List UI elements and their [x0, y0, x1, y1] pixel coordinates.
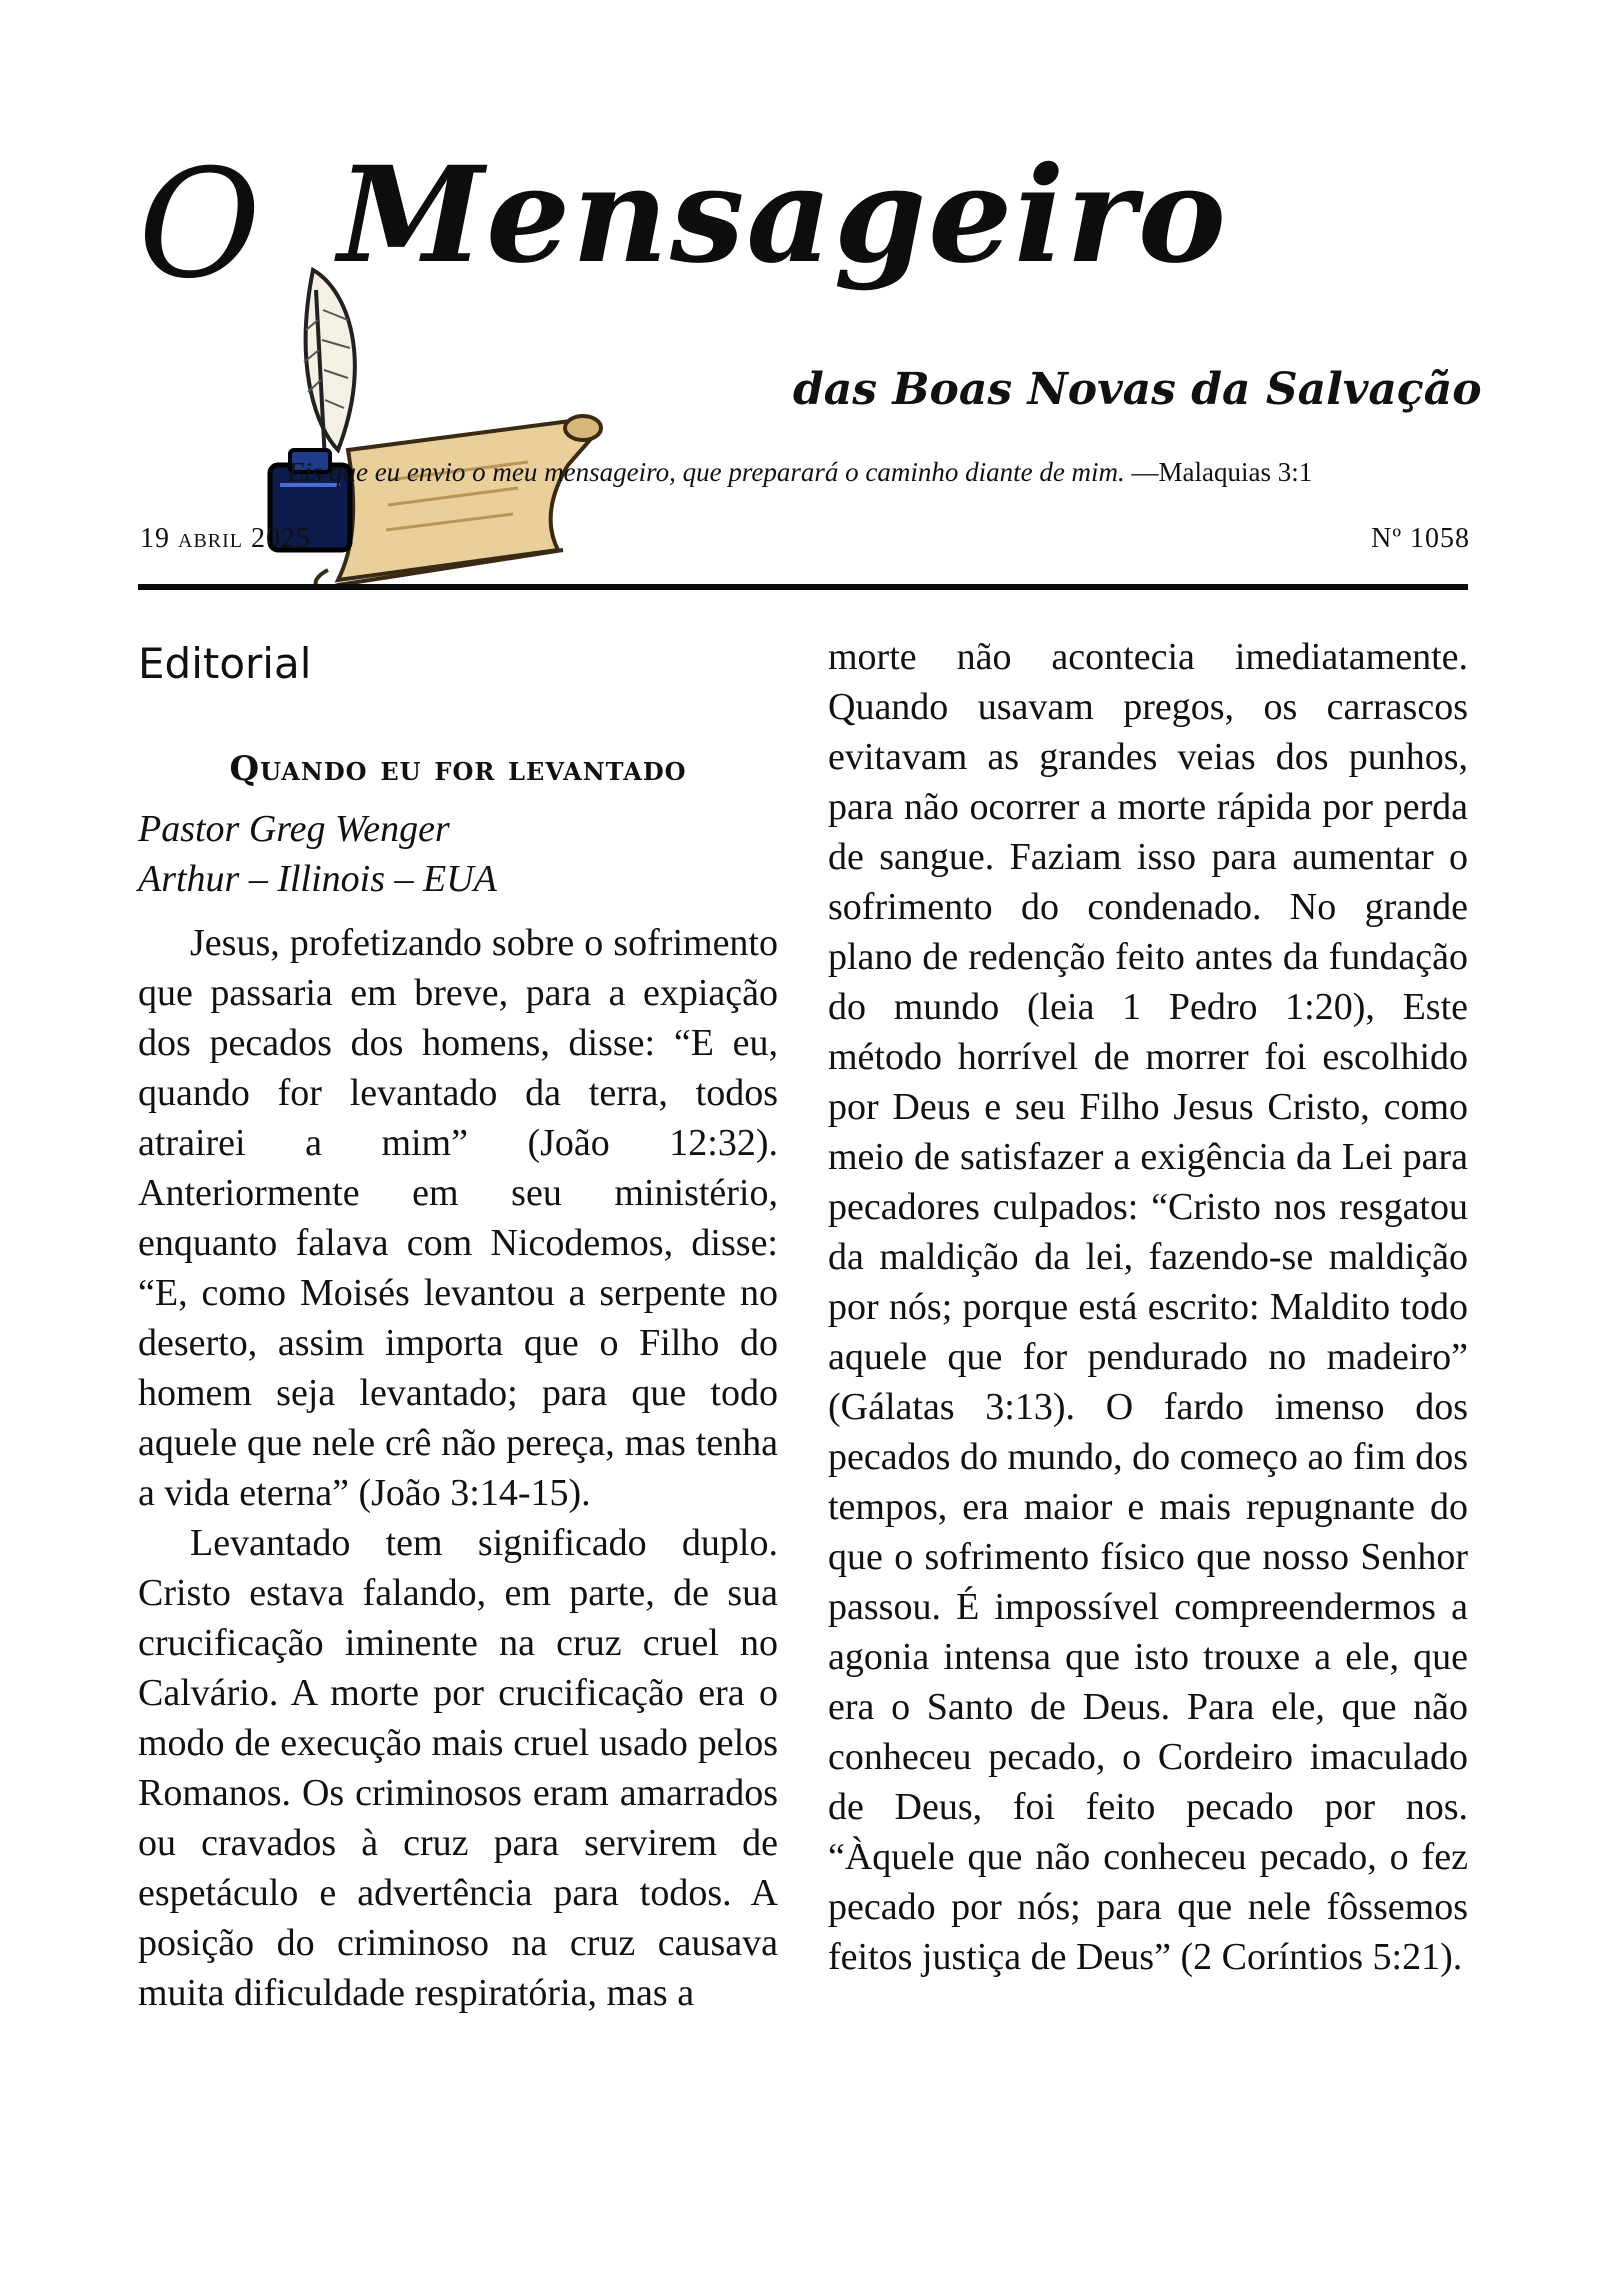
issue-info [140, 523, 1470, 563]
right-column [828, 632, 1468, 1982]
issue-date: 19 abril 2025 [140, 523, 311, 554]
article-paragraph-continued: morte não acontecia imediatamente. Quando usavam pregos, os carrascos evitavam as grandes veias dos punhos, para não ocorrer a morte rápida por perda de sangue. Faziam isso para aumentar o sofrimento do condenado. No grande plano de redenção feito antes da fundação do mundo (leia 1 Pedro 1:20), Este método horrível de morrer foi escolhido por Deus e seu Filho Jesus Cristo, como meio de satisfazer a exigência da Lei para pecadores culpados: “Cristo nos resgatou da maldição da lei, fazendo-se maldição por nós; porque está escrito: Maldito todo aquele que for pendurado no madeiro” (Gálatas 3:13). O fardo imenso dos pecados do mundo, do começo ao fim dos tempos, era maior e mais repugnante do que o sofrimento físico que nosso Senhor passou. É impossível compreendermos a agonia intensa que isto trouxe a ele, que era o Santo de Deus. Para ele, que não conheceu pecado, o Cordeiro imaculado de Deus, foi feito pecado por nos. “Àquele que não conheceu pecado, o fez pecado por nós; para que nele fôssemos feitos justiça de Deus” (2 Coríntios 5:21). [828, 636, 1468, 1978]
epigraph [0, 457, 1600, 488]
section-heading: Editorial [138, 639, 312, 688]
left-column [138, 632, 778, 2018]
issue-number: Nº 1058 [1371, 523, 1470, 554]
masthead-title: Mensageiro [338, 138, 1228, 293]
masthead-subtitle: das Boas Novas da Salvação [793, 364, 1482, 415]
header-divider [138, 584, 1468, 590]
article-author: Pastor Greg Wenger [138, 808, 450, 850]
article-paragraph: Jesus, profetizando sobre o sofrimento que passaria em breve, para a expiação dos pecados dos homens, disse: “E eu, quando for levantado da terra, todos atrairei a mim” (João 12:32). Anteriormente em seu ministério, enquanto falava com Nicodemos, disse: “E, como Moisés levantou a serpente no deserto, assim importa que o Filho do homem seja levantado; para que todo aquele que nele crê não pereça, mas tenha a vida eterna” (João 3:14-15). [138, 922, 778, 1514]
article-paragraph: Levantado tem significado duplo. Cristo estava falando, em parte, de sua crucificação iminente na cruz cruel no Calvário. A morte por crucificação era o modo de execução mais cruel usado pelos Romanos. Os criminosos eram amarrados ou cravados à cruz para servirem de espetáculo e advertência para todos. A posição do criminoso na cruz causava muita dificuldade respiratória, mas a [138, 1522, 778, 2014]
article-location: Arthur – Illinois – EUA [138, 858, 497, 900]
masthead-title-o: O [138, 138, 261, 312]
epigraph-source: —Malaquias 3:1 [1124, 457, 1313, 487]
article-title: Quando eu for levantado [229, 749, 687, 789]
epigraph-quote: Eis que eu envio o meu mensageiro, que preparará o caminho diante de mim. [287, 457, 1125, 487]
masthead [138, 138, 1482, 450]
